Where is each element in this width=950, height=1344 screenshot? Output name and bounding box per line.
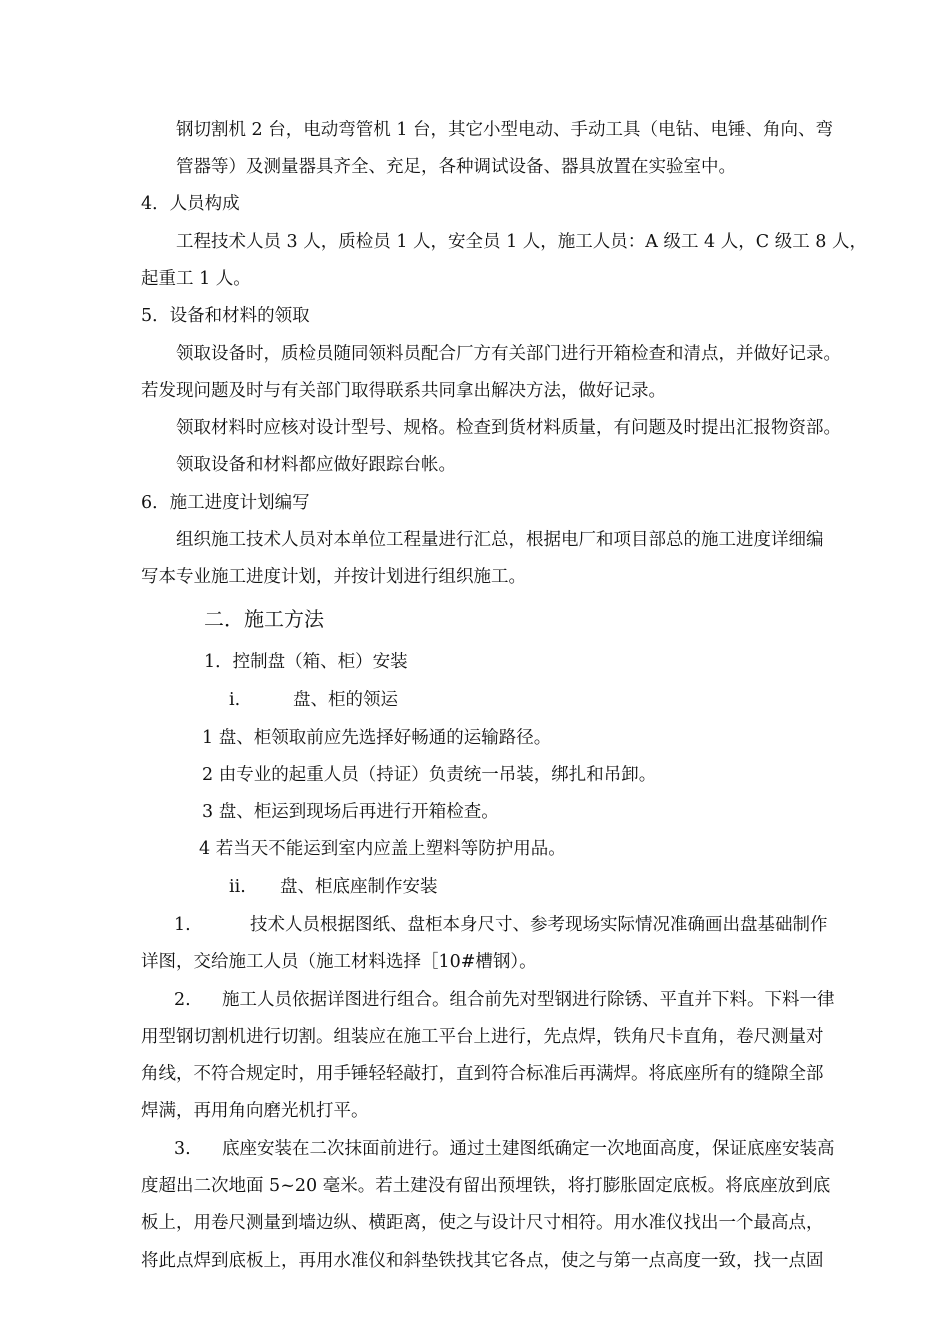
chapter-heading: 二．施工方法: [204, 607, 324, 631]
subsubsection-heading: 盘、柜底座制作安装: [280, 877, 438, 897]
paragraph-line: 将此点焊到底板上，再用水准仪和斜垫铁找其它各点，使之与第一点高度一致，找一点固: [141, 1251, 824, 1271]
list-item: 2 由专业的起重人员（持证）负责统一吊装，绑扎和吊卸。: [202, 765, 657, 785]
list-marker: 3.: [174, 1139, 191, 1159]
list-marker: i.: [229, 690, 241, 710]
paragraph-line: 起重工 1 人。: [141, 269, 251, 289]
subsection-heading: 1．控制盘（箱、柜）安装: [204, 652, 408, 672]
list-marker: 1.: [174, 915, 191, 935]
paragraph-line: 工程技术人员 3 人，质检员 1 人，安全员 1 人，施工人员：A 级工 4 人，C 级工 8 人，: [176, 232, 867, 252]
paragraph-line: 用型钢切割机进行切割。组装应在施工平台上进行，先点焊，铁角尺卡直角，卷尺测量对: [141, 1027, 824, 1047]
paragraph-line: 技术人员根据图纸、盘柜本身尺寸、参考现场实际情况准确画出盘基础制作: [250, 915, 828, 935]
paragraph-line: 度超出二次地面 5~20 毫米。若土建没有留出预埋铁，将打膨胀固定底板。将底座放到底: [141, 1176, 831, 1196]
paragraph-line: 写本专业施工进度计划，并按计划进行组织施工。: [141, 567, 526, 587]
section-heading: 6．施工进度计划编写: [141, 493, 310, 513]
paragraph-line: 领取材料时应核对设计型号、规格。检查到货材料质量，有问题及时提出汇报物资部。: [176, 418, 841, 438]
subsubsection-heading: 盘、柜的领运: [293, 690, 398, 710]
paragraph-line: 领取设备和材料都应做好跟踪台帐。: [176, 455, 456, 475]
paragraph-line: 组织施工技术人员对本单位工程量进行汇总，根据电厂和项目部总的施工进度详细编: [176, 530, 824, 550]
list-item: 4 若当天不能运到室内应盖上塑料等防护用品。: [199, 839, 566, 859]
section-heading: 4．人员构成: [141, 194, 240, 214]
section-heading: 5．设备和材料的领取: [141, 306, 310, 326]
list-item: 1 盘、柜领取前应先选择好畅通的运输路径。: [202, 728, 552, 748]
paragraph-line: 领取设备时，质检员随同领料员配合厂方有关部门进行开箱检查和清点，并做好记录。: [176, 344, 841, 364]
paragraph-line: 详图，交给施工人员（施工材料选择［10#槽钢）。: [141, 952, 537, 972]
paragraph-line: 管器等）及测量器具齐全、充足，各种调试设备、器具放置在实验室中。: [176, 157, 736, 177]
paragraph-line: 施工人员依据详图进行组合。组合前先对型钢进行除锈、平直并下料。下料一律: [222, 990, 835, 1010]
paragraph-line: 底座安装在二次抹面前进行。通过土建图纸确定一次地面高度，保证底座安装高: [222, 1139, 835, 1159]
paragraph-line: 焊满，再用角向磨光机打平。: [141, 1101, 369, 1121]
paragraph-line: 若发现问题及时与有关部门取得联系共同拿出解决方法，做好记录。: [141, 381, 666, 401]
list-marker: 2.: [174, 990, 191, 1010]
paragraph-line: 钢切割机 2 台，电动弯管机 1 台，其它小型电动、手动工具（电钻、电锤、角向、弯: [176, 120, 834, 140]
list-item: 3 盘、柜运到现场后再进行开箱检查。: [202, 802, 499, 822]
paragraph-line: 角线，不符合规定时，用手锤轻轻敲打，直到符合标准后再满焊。将底座所有的缝隙全部: [141, 1064, 824, 1084]
paragraph-line: 板上，用卷尺测量到墙边纵、横距离，使之与设计尺寸相符。用水准仪找出一个最高点，: [141, 1213, 824, 1233]
list-marker: ii.: [229, 877, 246, 897]
